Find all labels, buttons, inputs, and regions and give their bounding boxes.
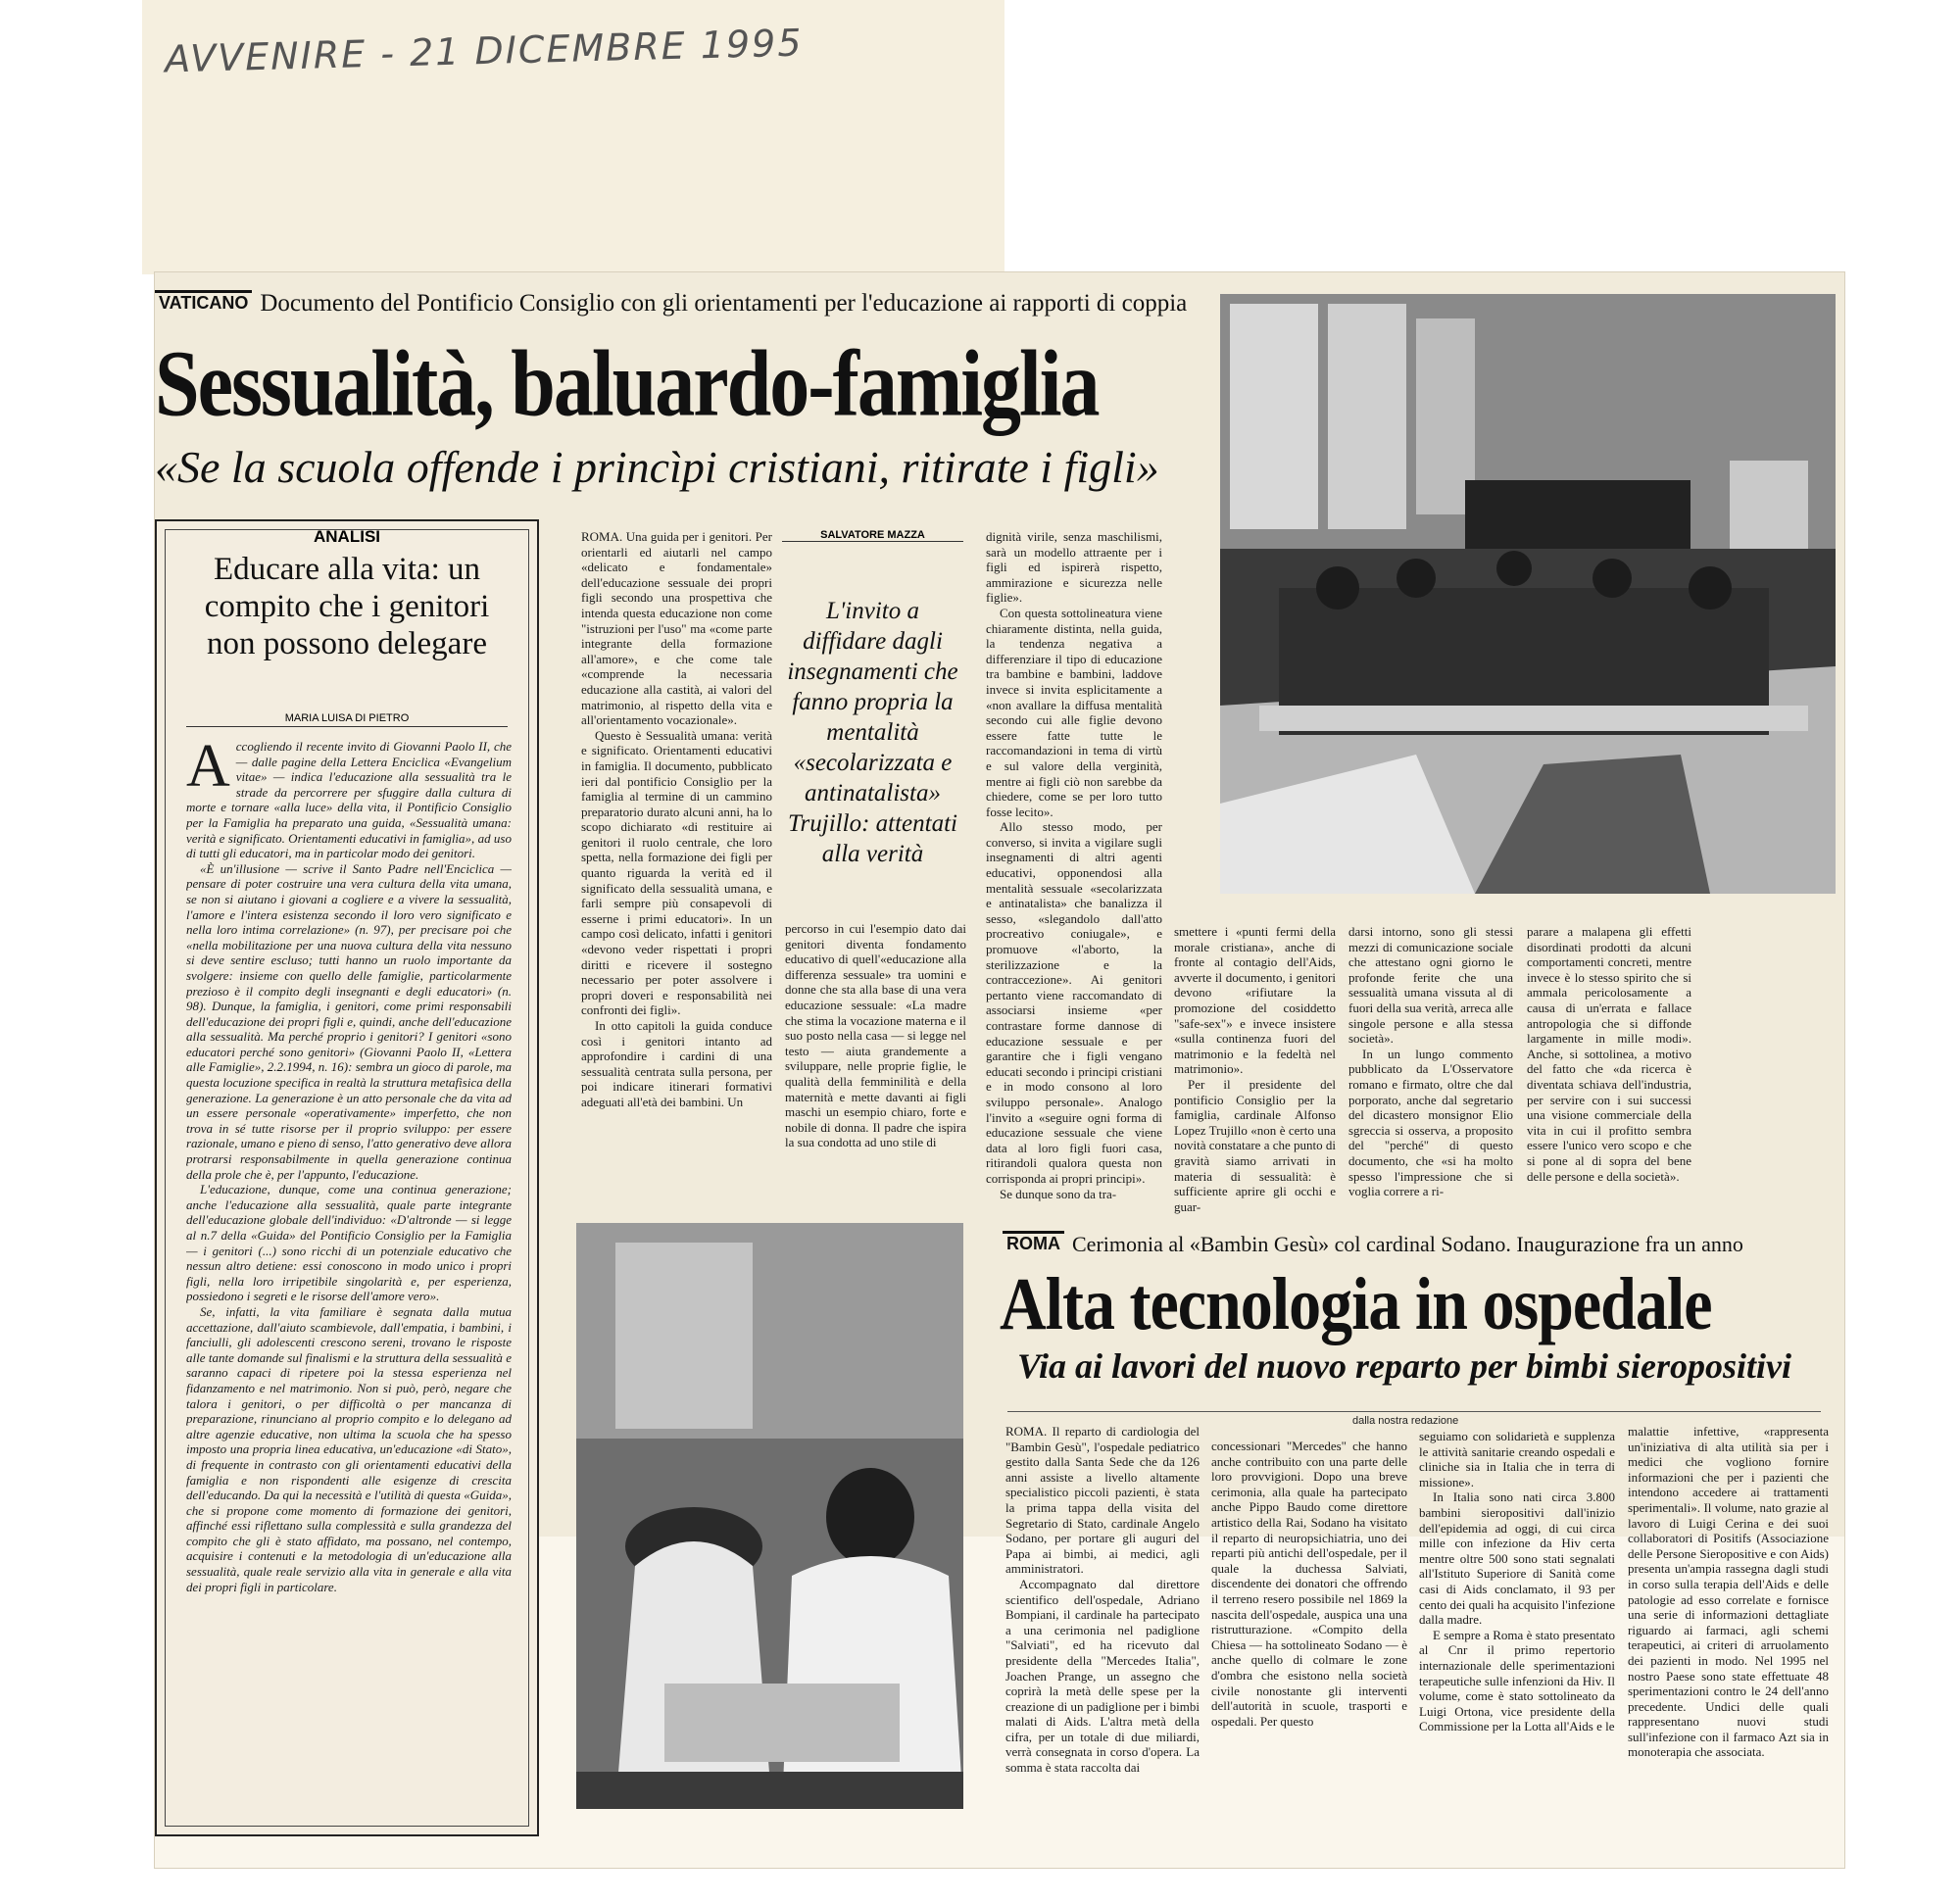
article2-paragraph: In Italia sono nati circa 3.800 bambini sieropositivi dall'inizio dell'epidemia ad oggi, di cui circa mille con infezione da Hiv certa mentre oltre 500 sono stati segnalati all'Istituto Superiore di Sanità come casi di Aids conclamato, il 93 per cento dei quali ha acquisito l'infezione dalla madre. bbox=[1419, 1489, 1615, 1628]
section-tag-roma: ROMA bbox=[1003, 1231, 1064, 1254]
article1-paragraph: Se dunque sono da tra- bbox=[1000, 1186, 1117, 1201]
article2-headline: Alta tecnologia in ospedale bbox=[1000, 1263, 1712, 1346]
article1-paragraph: In un lungo commento pubblicato da L'Osservatore romano e firmato, oltre che dal porporato, anche dal segretario del dicastero monsignor Elio sgreccia si osserva, a proposito del "perché" di questo documento, che «si ha molto spesso l'impressione che si voglia correre a ri- bbox=[1348, 1046, 1513, 1199]
article1-paragraph: darsi intorno, sono gli stessi mezzi di comunicazione sociale che attestano ogni giorno le profonde ferite che una sessualità umana vissuta al di fuori della sua verità, arreca alle singole persone e alla stessa società». bbox=[1348, 924, 1513, 1047]
article2-column-2 bbox=[1211, 1439, 1407, 1826]
hospital-photo-image bbox=[576, 1223, 963, 1809]
article1-byline: SALVATORE MAZZA bbox=[782, 529, 963, 542]
article2-paragraph: E sempre a Roma è stato presentato al Cnr il primo repertorio internazionale delle sperimentazioni terapeutiche sulle infenzioni da Hiv. Il volume, come è stato sottolineato da Luigi Ortona, vice presidente della Commissione per la Lotta all'Aids e le bbox=[1419, 1627, 1615, 1734]
article1-paragraph: parare a malapena gli effetti disordinati prodotti da alcuni comportamenti concreti, mentre invece è lo stesso spirito che si ammala pericolosamente a causa di un'errata e fallace antropologia che si diffonde largamente in mille modi». Anche, si sottolinea, a motivo del fatto che «da ricerca è diventata schiava dell'industria, per servire con i sui successi una visione commerciale della vita in cui il profitto sembra essere l'unico vero scopo e che si pone al di sopra del bene delle persone e della società». bbox=[1527, 924, 1691, 1184]
article1-pull-quote: L'invito a diffidare dagli insegnamenti che fanno propria la mentalità «secolarizzata e antinatalista» Trujillo: attentati alla verità bbox=[787, 598, 958, 867]
article1-paragraph: dignità virile, senza maschilismi, sarà un modello attraente per i figli ed ispirerà rispetto, ammirazione e sicurezza nelle figlie». bbox=[986, 529, 1162, 606]
article2-paragraph: ROMA. Il reparto di cardiologia del "Bambin Gesù", l'ospedale pediatrico gestito dalla Santa Sede che da 126 anni assiste a livello altamente specialistico piccoli pazienti, è stata la prima tappa della visita del Segretario di Stato, cardinale Angelo Sodano, per portare gli auguri del Papa ai bimbi, ai medici, agli amministratori. bbox=[1005, 1424, 1200, 1577]
article1-kicker-row bbox=[155, 290, 1188, 317]
article1-paragraph: Per il presidente del pontificio Consiglio per la famiglia, cardinale Alfonso Lopez Trujillo «non è certo una novità constatare a che punto di gravità siamo arrivati in materia di sessualità: è sufficiente aprire gli occhi e guar- bbox=[1174, 1076, 1336, 1214]
article2-paragraph: seguiamo con solidarietà e supplenza le attività sanitarie creando ospedali e cliniche sia in Italia che in terra di missione». bbox=[1419, 1429, 1615, 1489]
article2-rule bbox=[1007, 1411, 1821, 1412]
article2-column-3 bbox=[1419, 1429, 1615, 1826]
article1-paragraph: ROMA. Una guida per i genitori. Per orientarli ed aiutarli nel campo «delicato e fondamentale» dell'educazione sessuale dei propri figli secondo una prospettiva che intenda questa educazione non come "istruzioni per l'uso" ma «come parte integrante della formazione all'amore», e che come tale «comprende la necessaria educazione alla castità, ai valori del matrimonio, al rispetto della vita e all'orientamento vocazionale». bbox=[581, 529, 772, 728]
handwritten-date-note: AVVENIRE - 21 DICEMBRE 1995 bbox=[164, 21, 804, 81]
article1-column-5 bbox=[1348, 924, 1513, 1228]
article1-paragraph: percorso in cui l'esempio dato dai genitori diventa fondamento educativo di quell'«educazione alla differenza sessuale» tra uomini e donne che sta alla base di una vera educazione sessuale: «La madre che stima la vocazione materna e il suo posto nella casa — si legge nel testo — aiuta grandemente a sviluppare, nelle proprie figlie, le qualità della femminilità e della maternità e mette davanti ai figli maschi un esempio chiaro, forte e nobile di donna. Il padre che ispira la sua condotta ad uno stile di bbox=[785, 921, 966, 1150]
hospital-photo bbox=[576, 1223, 963, 1809]
article2-subheadline: Via ai lavori del nuovo reparto per bimbi sieropositivi bbox=[1017, 1346, 1792, 1386]
article2-column-4 bbox=[1628, 1424, 1829, 1826]
article2-dateline: dalla nostra redazione bbox=[1352, 1415, 1459, 1427]
classroom-photo-image bbox=[1220, 294, 1836, 894]
article1-column-4 bbox=[1174, 924, 1336, 1228]
analysis-title: Educare alla vita: un compito che i genitori non possono delegare bbox=[204, 552, 490, 661]
article2-paragraph: malattie infettive, «rappresenta un'iniziativa di alta utilità sia per i medici che vogliono fornire informazioni che per i pazienti che intendono accedere ai trattamenti sperimentali». Il volume, nato grazie al lavoro di Luigi Cerina e dei suoi collaboratori di Positifs (Associazione delle Persone Sieropositive e con Aids) presenta un'ampia rassegna dagli studi in corso sulla terapia dell'Aids e delle patologie ad esso correlate e fornisce una serie di informazioni dettagliate riguardo ai farmaci, agli schemi terapeutici, ai criteri di arruolamento dei pazienti in modo. Nel 1995 nel nostro Paese sono state effettuate 48 sperimentazioni contro le 24 dell'anno precedente. Undici delle quali rappresentano nuovi studi sull'infezione con il farmaco Azt sia in monoterapia che associata. bbox=[1628, 1424, 1829, 1760]
analysis-paragraph: Se, infatti, la vita familiare è segnata dalla mutua accettazione, dall'aiuto scambievole, dall'empatia, i bambini, i fanciulli, gli adolescenti crescono sereni, trovano le risposte alle tante domande sul finalismi e la struttura della sessualità e saranno capaci di ripetere poi la stessa esperienza nel fidanzamento e nel matrimonio. Non si può, però, negare che talora i genitori, o per difficoltà o per mancanza di preparazione, rinunciano al proprio compito e lo delegano ad altre agenzie educative, non ultima la scuola che ha spesso imposto una propria linea educativa, un'educazione «di Stato», di frequente in contrasto con gli orientamenti educativi della famiglia e non rispondenti alle esigenze di crescita dell'educando. Da qui la necessità e l'utilità di questa «Guida», che si propone come momento di formazione dei genitori, affinché essi riflettano sulla complessità e sulla grandezza del compito che gli è stato affidato, ma possano, nel contempo, acquisire i contenuti e la metodologia di un'educazione alla sessualità, quale reale servizio alla vita in generale e alla vita dei propri figli in particolare. bbox=[186, 1303, 512, 1594]
article2-paragraph: Accompagnato dal direttore scientifico dell'ospedale, Adriano Bompiani, il cardinale ha partecipato a una cerimonia nel padiglione "Salviati", ed ha ricevuto dal presidente della "Mercedes Italia", Joachen Prange, un assegno che coprirà la metà delle spese per la creazione di un padiglione per i bimbi malati di Aids. L'altra metà della cifra, per un totale di due miliardi, verrà consegnata in corso d'opera. La somma è stata raccolta dai bbox=[1005, 1576, 1200, 1776]
newspaper-clipping bbox=[155, 272, 1844, 1868]
analysis-dropcap: A bbox=[186, 739, 230, 800]
article1-paragraph: smettere i «punti fermi della morale cristiana», anche di fronte al contagio dell'Aids, avverte il documento, i genitori devono «rifiutare la promozione del cosiddetto "safe-sex"» e invece insistere «sulla continenza fuori del matrimonio e la fedeltà nel matrimonio». bbox=[1174, 924, 1336, 1077]
article1-paragraph: Con questa sottolineatura viene chiaramente distinta, nella guida, la tendenza negativa a differenziare il tipo di educazione tra bambine e bambini, laddove invece si invita esplicitamente a «non avallare la diffusa mentalità secondo cui alle figlie devono essere fatte tutte le raccomandazioni in tema di virtù e sul valore della verginità, mentre ai figli ciò non sarebbe da chiedere, come se per loro tutto fosse lecito». bbox=[986, 605, 1162, 819]
article2-kicker: Cerimonia al «Bambin Gesù» col cardinal Sodano. Inaugurazione fra un anno bbox=[1072, 1232, 1743, 1256]
analysis-byline: MARIA LUISA DI PIETRO bbox=[186, 712, 508, 727]
article2-column-1 bbox=[1005, 1424, 1200, 1826]
article1-subheadline: «Se la scuola offende i princìpi cristiani, ritirate i figli» bbox=[155, 442, 1159, 492]
article1-paragraph: Allo stesso modo, per converso, si invita a vigilare sugli insegnamenti di altri agenti educativi, opponendosi alla mentalità sessuale «secolarizzata e antinatalista» che banalizza il sesso, «slegandolo dall'atto procreativo coniugale», e promuove «l'aborto, la sterilizzazione e la contraccezione». Ai genitori pertanto viene raccomandato di associarsi insieme «per contrastare forme dannose di educazione sessuale e per garantire che i figli vengano educati secondo i principi cristiani e in modo consono al loro sviluppo personale». Analogo l'invito a «seguire ogni forma di educazione sessuale che viene data al loro figli fuori casa, ritirandoli qualora questa non corrisponda ai propri principi». bbox=[986, 819, 1162, 1186]
classroom-photo bbox=[1220, 294, 1836, 894]
article2-kicker-row bbox=[1003, 1231, 1743, 1257]
analysis-paragraph: L'educazione, dunque, come una continua generazione; anche l'educazione alla sessualità, quale parte integrante dell'educazione globale dell'individuo: «D'altronde — si legge al n.7 della «Guida» del Pontificio Consiglio per la Famiglia — i genitori (...) sono ricchi di un potenziale educativo che nessun altro detiene: essi conoscono in modo unico i propri figli, nella loro irripetibile singolarità e, per esperienza, possiedono i segreti e le risorse dell'amore vero». bbox=[186, 1182, 512, 1304]
analysis-tag: ANALISI bbox=[314, 527, 380, 546]
article1-headline: Sessualità, baluardo-famiglia bbox=[155, 330, 1099, 436]
article2-paragraph: concessionari "Mercedes" che hanno anche contribuito con una parte delle loro provvigioni. Dopo una breve cerimonia, alla quale ha partecipato anche Pippo Baudo come direttore artistico della Rai, Sodano ha visitato il reparto di neuropsichiatria, uno dei reparti più antichi dell'ospedale, per il quale la duchessa Salviati, discendente dei donatori che offrendo il terreno resero possibile nel 1869 la nascita dell'ospedale, auspica una una ristrutturazione. «Compito della Chiesa — ha sottolineato Sodano — è anche quello di colmare le zone d'ombra che esistono nella società civile nonostante gli interventi dell'autorità in scuole, trasporti e ospedali. Per questo bbox=[1211, 1439, 1407, 1729]
analysis-paragraph: «È un'illusione — scrive il Santo Padre nell'Enciclica — pensare di poter costruire una vera cultura della vita umana, se non si aiutano i giovani a cogliere e a vivere la sessualità, l'amore e l'intera esistenza secondo il loro vero significato e nella loro intima correlazione» (n. 97), per precisare poi che «nella mobilitazione per una nuova cultura della vita nessuno si deve sentire escluso; tutti hanno un ruolo importante da svolgere: insieme con quello delle famiglie, particolarmente prezioso è il compito degli insegnanti e degli educatori» (n. 98). Dunque, la famiglia, i genitori, come primi responsabili dell'educazione dei propri figli e, quindi, anche dell'educazione alla sessualità. Ma perché proprio i genitori? I genitori «sono educatori perché sono genitori» (Giovanni Paolo II, «Lettera alle Famiglie», 2.2.1994, n. 16): sembra un gioco di parole, ma questa locuzione specifica in realtà la struttura metafisica della generazione. La generazione è un atto personale che da vita ad un essere personale «operativamente» imperfetto, che non trova in sé tutte risorse per il proprio sviluppo: per essere razionale, umano e pieno di senso, l'atto generativo deve allora protrarsi responsabilmente in quella generazione continua della prole che è, per l'appunto, l'educazione. bbox=[186, 860, 512, 1182]
article1-paragraph: In otto capitoli la guida conduce così i genitori intanto ad approfondire i cardini di una sessualità centrata sulla persona, per poi indicare itinerari formativi adeguati all'età dei bambini. Un bbox=[581, 1018, 772, 1109]
section-tag-vaticano: VATICANO bbox=[155, 290, 252, 314]
article1-kicker: Documento del Pontificio Consiglio con gli orientamenti per l'educazione ai rapporti di coppia bbox=[260, 290, 1188, 317]
analysis-body bbox=[186, 739, 512, 1817]
article1-paragraph: Questo è Sessualità umana: verità e significato. Orientamenti educativi in famiglia. Il documento, pubblicato ieri dal pontificio Consiglio per la famiglia al termine di un cammino preparatorio durato alcuni anni, ha lo scopo dichiarato «di restituire ai genitori il ruolo centrale, che loro spetta, nella formazione dei figli per quanto riguarda la verità ed il significato della sessualità umana, e farli sempre più consapevoli di esserne i primi educatori». In un campo così delicato, infatti i genitori «devono veder rispettati i propri diritti e ricevere il sostegno necessario per poter assolvere i propri doveri e responsabilità nei confronti dei figli». bbox=[581, 727, 772, 1018]
analysis-box bbox=[155, 519, 539, 1836]
analysis-paragraph: Accogliendo il recente invito di Giovanni Paolo II, che — dalle pagine della Lettera Enciclica «Evangelium vitae» — indica l'educazione alla sessualità tra le strade da percorrere per sfuggire dalla cultura di morte e tornare «alla luce» della vita, il Pontificio Consiglio per la Famiglia ha preparato una guida, «Sessualità umana: verità e significato. Orientamenti educativi in famiglia», ad uso di tutti gli educatori, ma in particolar modo dei genitori. bbox=[186, 739, 512, 861]
article1-column-6 bbox=[1527, 924, 1691, 1228]
